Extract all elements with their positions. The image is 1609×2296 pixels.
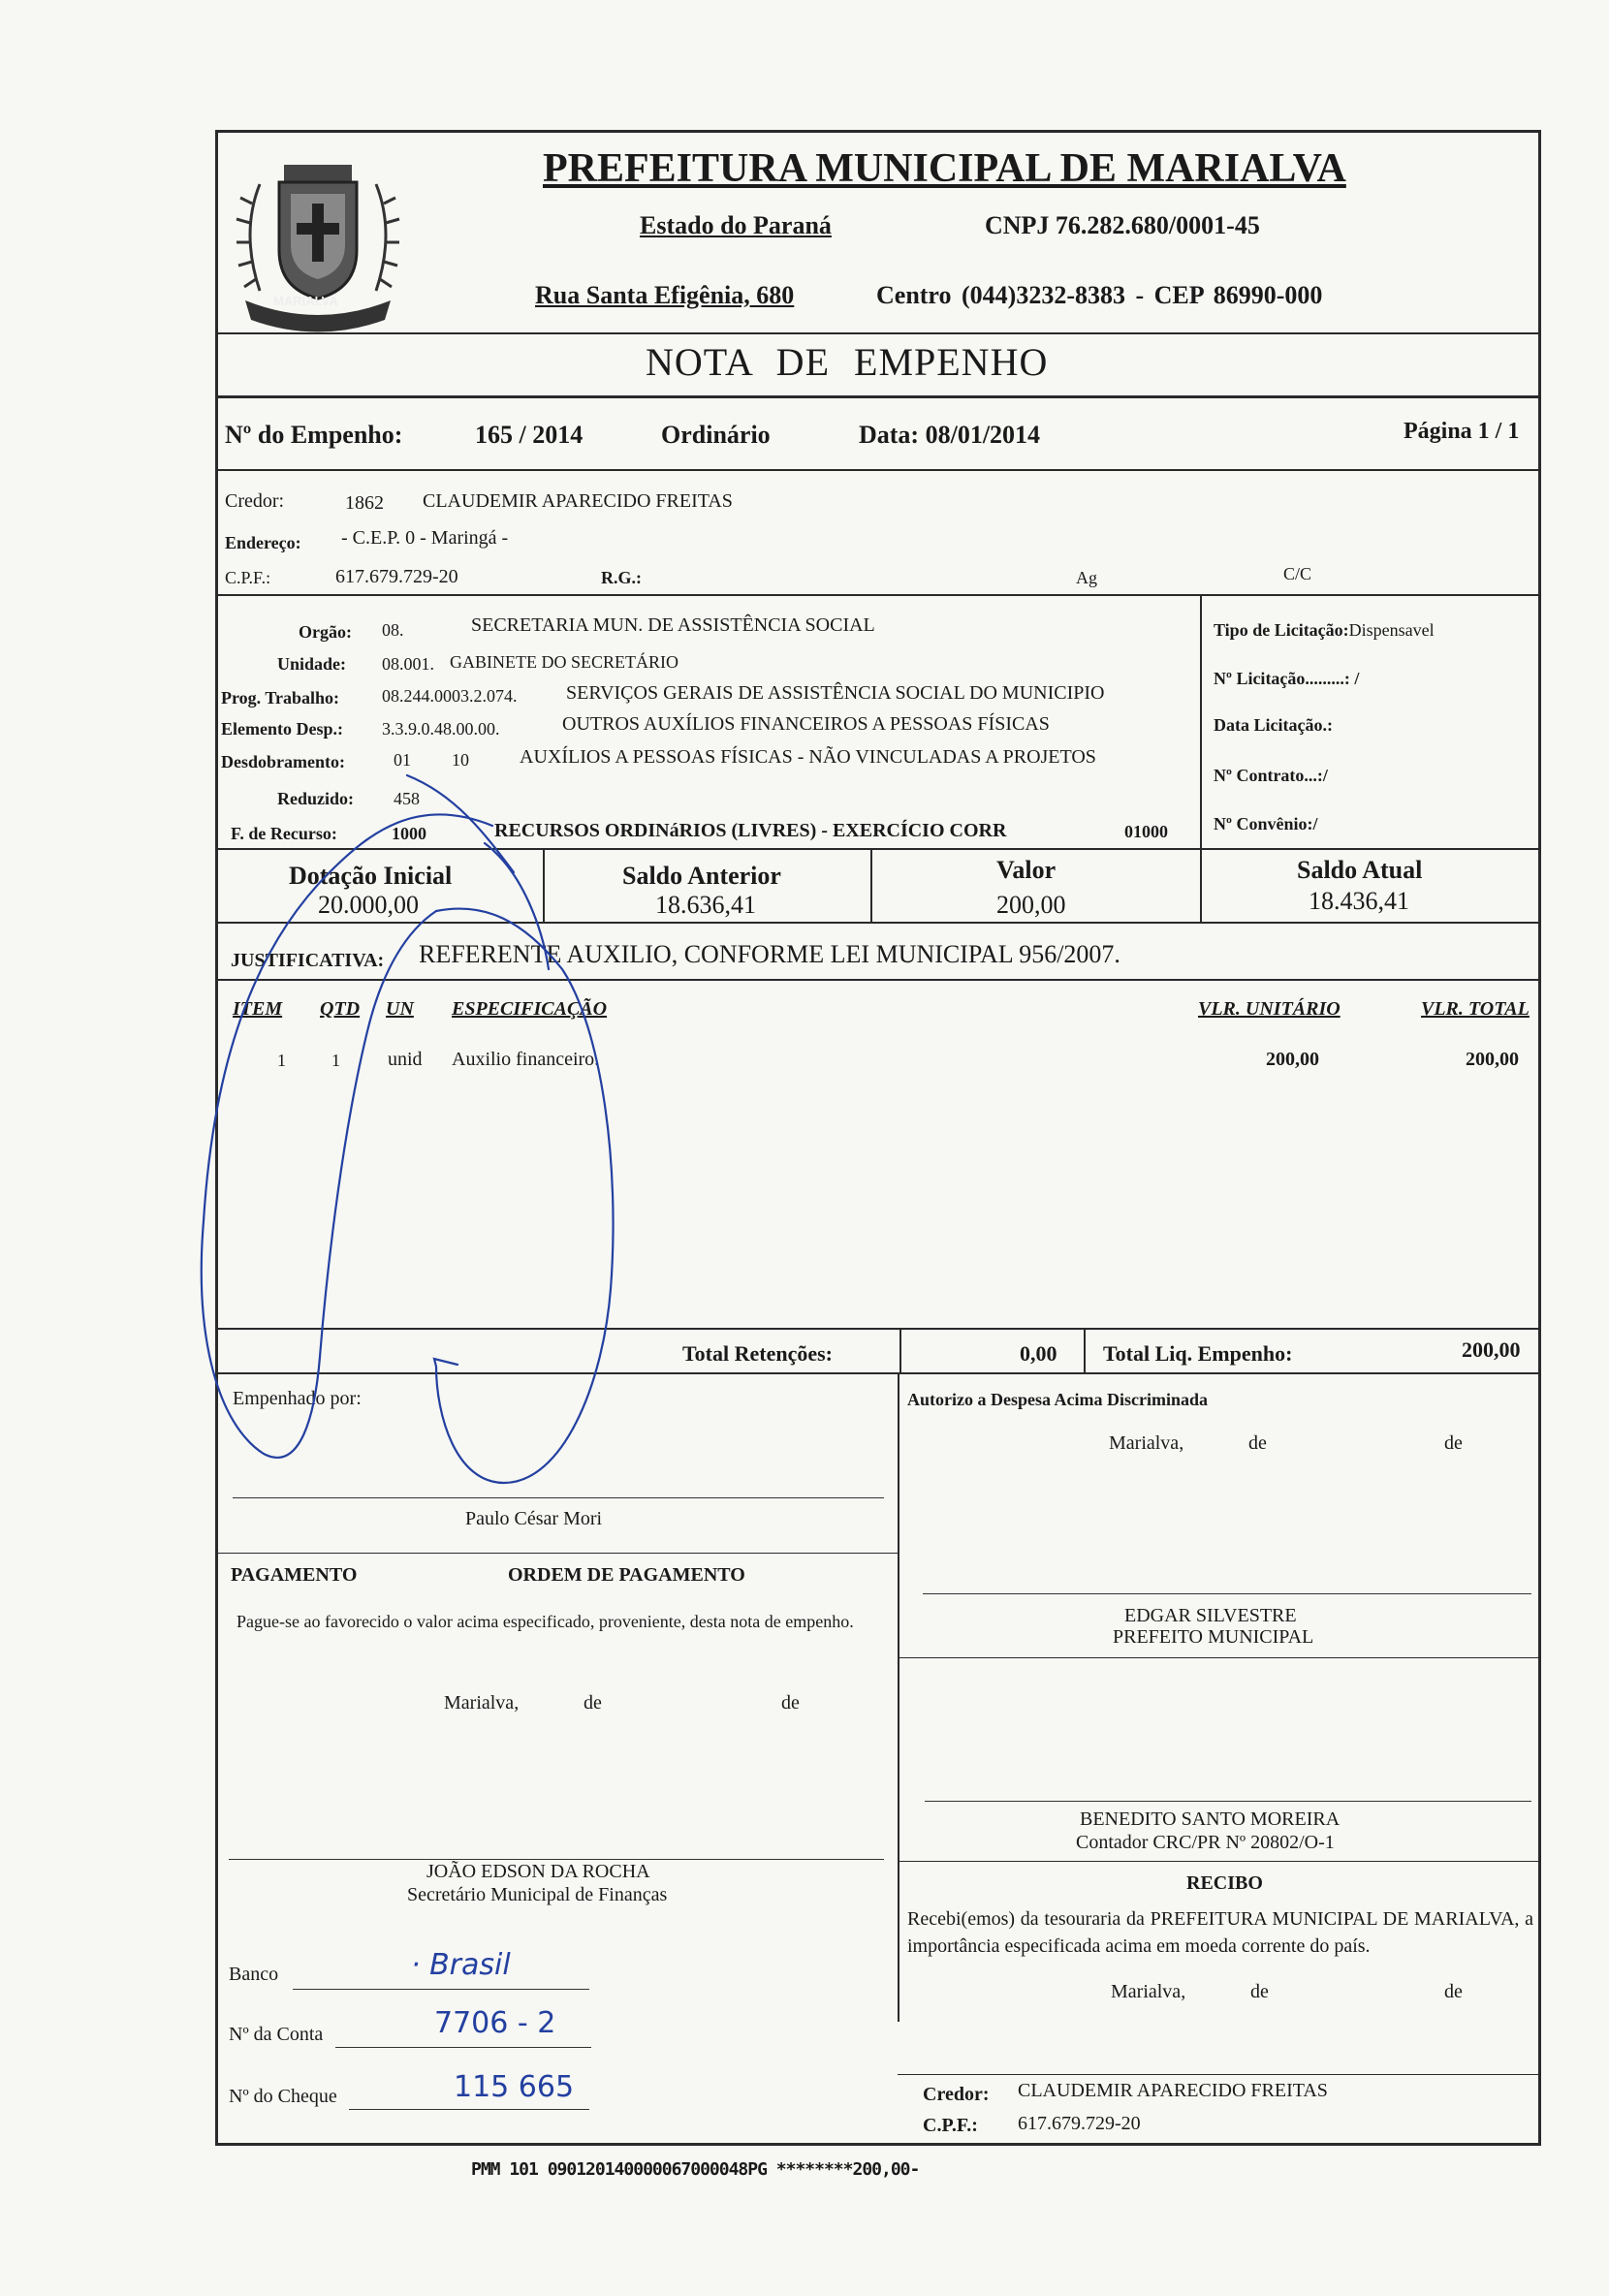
endereco-label: Endereço: (225, 533, 301, 552)
autorizo-city: Marialva, (1109, 1432, 1184, 1454)
reduzido-value: 458 (394, 789, 420, 808)
endereco-value: - C.E.P. 0 - Maringá - (341, 527, 509, 549)
valor-value: 200,00 (996, 891, 1066, 919)
cheque-label: Nº do Cheque (229, 2086, 337, 2107)
conta-value: 7706 - 2 (434, 2006, 556, 2040)
col-header-item: ITEM (233, 998, 283, 1020)
orgao-code: 08. (382, 620, 404, 640)
page-title: PREFEITURA MUNICIPAL DE MARIALVA (543, 146, 1346, 191)
credor-name: CLAUDEMIR APARECIDO FREITAS (423, 490, 733, 512)
cheque-value: 115 665 (454, 2070, 575, 2104)
rg-label: R.G.: (601, 568, 642, 587)
contador-name: BENEDITO SANTO MOREIRA (1080, 1808, 1341, 1830)
row-especificacao: Auxilio financeiro. (452, 1049, 600, 1070)
desdobramento-sub: 10 (452, 750, 469, 770)
crest-ribbon-text: MARIALVA (273, 294, 338, 308)
conta-label: Nº da Conta (229, 2024, 324, 2045)
page-number: Página 1 / 1 (1404, 419, 1520, 444)
num-licitacao: Nº Licitação.........: / (1214, 669, 1360, 688)
recibo-cpf-value: 617.679.729-20 (1018, 2113, 1141, 2134)
dotacao-inicial-value: 20.000,00 (318, 891, 419, 919)
col-header-valor-unitario: VLR. UNITÁRIO (1198, 998, 1341, 1020)
unidade-desc: GABINETE DO SECRETÁRIO (450, 652, 678, 672)
prefeito-name: EDGAR SILVESTRE (1124, 1605, 1297, 1626)
reduzido-label: Reduzido: (277, 789, 355, 808)
prog-trabalho-label: Prog. Trabalho: (221, 688, 340, 708)
recibo-credor-label: Credor: (923, 2084, 990, 2105)
saldo-anterior-label: Saldo Anterior (622, 862, 781, 890)
justificativa-label: JUSTIFICATIVA: (231, 950, 385, 971)
saldo-atual-value: 18.436,41 (1309, 887, 1409, 915)
recibo-city: Marialva, (1111, 1981, 1186, 2002)
autorizo-de2: de (1444, 1432, 1463, 1454)
empenho-number-label: Nº do Empenho: (225, 421, 403, 449)
cpf-value: 617.679.729-20 (335, 566, 458, 587)
prog-trabalho-desc: SERVIÇOS GERAIS DE ASSISTÊNCIA SOCIAL DO MUNICIPIO (566, 682, 1105, 704)
recibo-credor-value: CLAUDEMIR APARECIDO FREITAS (1018, 2080, 1328, 2101)
unidade-label: Unidade: (277, 654, 347, 674)
secretario-name: JOÃO EDSON DA ROCHA (426, 1861, 650, 1882)
col-header-un: UN (386, 998, 414, 1020)
orgao-label: Orgão: (299, 622, 352, 642)
elemento-label: Elemento Desp.: (221, 719, 343, 739)
footer-barcode-text: PMM 101 090120140000067000048PG ********200,00- (471, 2159, 920, 2180)
pagamento-label: PAGAMENTO (231, 1564, 358, 1586)
total-retencoes-label: Total Retenções: (682, 1341, 833, 1366)
elemento-desc: OUTROS AUXÍLIOS FINANCEIROS A PESSOAS FÍSICAS (562, 713, 1050, 735)
row-qtd: 1 (331, 1051, 340, 1070)
empenhado-signer: Paulo César Mori (465, 1508, 603, 1529)
prefeito-title: PREFEITO MUNICIPAL (1113, 1626, 1314, 1648)
saldo-atual-label: Saldo Atual (1297, 856, 1423, 884)
contador-title: Contador CRC/PR Nº 20802/O-1 (1076, 1832, 1335, 1853)
document-title: NOTA DE EMPENHO (646, 340, 1049, 384)
pagamento-de2: de (781, 1692, 800, 1714)
num-convenio: Nº Convênio:/ (1214, 814, 1318, 833)
dotacao-inicial-label: Dotação Inicial (289, 862, 453, 890)
col-header-especificacao: ESPECIFICAÇÃO (452, 998, 608, 1020)
recibo-cpf-label: C.P.F.: (923, 2115, 978, 2136)
address-contact: Centro (044)3232-8383 - CEP 86990-000 (876, 281, 1323, 309)
desdobramento-code: 01 (394, 750, 411, 770)
street-address: Rua Santa Efigênia, 680 (535, 281, 795, 309)
saldo-anterior-value: 18.636,41 (655, 891, 756, 919)
total-liquido-label: Total Liq. Empenho: (1103, 1341, 1293, 1366)
empenho-type: Ordinário (661, 421, 771, 449)
row-item: 1 (277, 1051, 286, 1070)
orgao-desc: SECRETARIA MUN. DE ASSISTÊNCIA SOCIAL (471, 614, 875, 636)
desdobramento-desc: AUXÍLIOS A PESSOAS FÍSICAS - NÃO VINCULADAS A PROJETOS (520, 746, 1096, 768)
banco-value: · Brasil (411, 1948, 511, 1982)
recibo-de1: de (1250, 1981, 1269, 2002)
empenho-date: Data: 08/01/2014 (859, 421, 1041, 449)
credor-code: 1862 (345, 492, 384, 514)
col-header-qtd: QTD (320, 998, 361, 1020)
fonte-recurso-desc: RECURSOS ORDINáRIOS (LIVRES) - EXERCÍCIO CORR (494, 820, 1007, 841)
elemento-code: 3.3.9.0.48.00.00. (382, 719, 500, 739)
total-retencoes-value: 0,00 (1020, 1341, 1057, 1366)
tipo-licitacao: Tipo de Licitação:Dispensavel (1214, 620, 1435, 640)
recibo-de2: de (1444, 1981, 1463, 2002)
empenhado-por-label: Empenhado por: (233, 1388, 362, 1409)
pagamento-city: Marialva, (444, 1692, 520, 1714)
desdobramento-label: Desdobramento: (221, 752, 345, 771)
recibo-text: Recebi(emos) da tesouraria da PREFEITURA MUNICIPAL DE MARIALVA, a importância especificada acima em moeda corrente do país. (907, 1908, 1533, 1957)
fonte-recurso-code: 01000 (1124, 822, 1168, 841)
cnpj: CNPJ 76.282.680/0001-45 (985, 211, 1260, 239)
cpf-label: C.P.F.: (225, 568, 271, 587)
ordem-pagamento-label: ORDEM DE PAGAMENTO (508, 1564, 745, 1586)
num-contrato: Nº Contrato...:/ (1214, 766, 1328, 785)
prog-trabalho-code: 08.244.0003.2.074. (382, 686, 518, 706)
banco-label: Banco (229, 1964, 279, 1985)
valor-label: Valor (996, 856, 1057, 884)
pagamento-de1: de (584, 1692, 602, 1714)
row-valor-total: 200,00 (1466, 1049, 1519, 1070)
row-un: unid (388, 1049, 423, 1070)
total-liquido-value: 200,00 (1462, 1337, 1521, 1362)
autorizo-de1: de (1248, 1432, 1267, 1454)
empenho-number: 165 / 2014 (475, 421, 584, 449)
fonte-recurso-label: F. de Recurso: (231, 824, 337, 843)
justificativa-text: REFERENTE AUXILIO, CONFORME LEI MUNICIPAL 956/2007. (419, 940, 1120, 968)
secretario-title: Secretário Municipal de Finanças (407, 1884, 668, 1905)
ag-label: Ag (1076, 568, 1097, 587)
fonte-recurso-value: 1000 (392, 824, 426, 843)
col-header-valor-total: VLR. TOTAL (1421, 998, 1530, 1020)
cc-label: C/C (1283, 564, 1312, 583)
unidade-code: 08.001. (382, 654, 434, 674)
data-licitacao: Data Licitação.: (1214, 715, 1333, 735)
autorizo-label: Autorizo a Despesa Acima Discriminada (907, 1390, 1208, 1409)
state-name: Estado do Paraná (640, 211, 832, 239)
recibo-title: RECIBO (1186, 1872, 1263, 1894)
pagamento-text: Pague-se ao favorecido o valor acima especificado, proveniente, desta nota de empenho. (237, 1612, 854, 1631)
credor-label: Credor: (225, 490, 285, 512)
row-valor-unitario: 200,00 (1266, 1049, 1319, 1070)
